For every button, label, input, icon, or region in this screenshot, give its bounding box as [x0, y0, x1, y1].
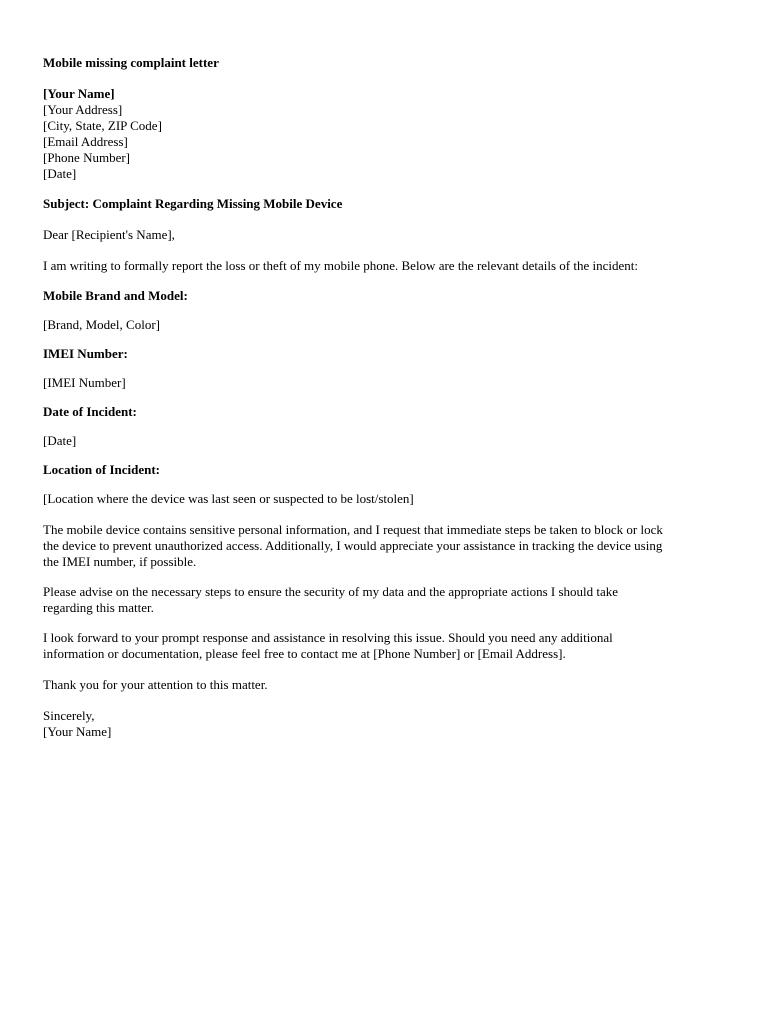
sender-address: [Your Address] — [43, 102, 123, 117]
detail-value-date: [Date] — [43, 433, 77, 448]
detail-label-imei: IMEI Number: — [43, 346, 128, 361]
paragraph-advise-line: regarding this matter. — [43, 600, 154, 615]
sender-email: [Email Address] — [43, 134, 128, 149]
paragraph-advise-line: Please advise on the necessary steps to ensure the security of my data and the appropriate actions I should take — [43, 584, 619, 599]
detail-value-location: [Location where the device was last seen or suspected to be lost/stolen] — [43, 491, 414, 506]
paragraph-followup-line: I look forward to your prompt response and assistance in resolving this issue. Should you need any additional — [43, 630, 613, 645]
detail-label-location: Location of Incident: — [43, 462, 160, 477]
subject-line: Subject: Complaint Regarding Missing Mobile Device — [43, 196, 343, 211]
signature-name: [Your Name] — [43, 724, 112, 739]
paragraph-security — [43, 522, 733, 570]
paragraph-security-line: the IMEI number, if possible. — [43, 554, 197, 569]
detail-label-date: Date of Incident: — [43, 404, 137, 419]
sender-block — [43, 86, 733, 182]
detail-value-imei: [IMEI Number] — [43, 375, 126, 390]
paragraph-followup — [43, 630, 733, 662]
thanks-line: Thank you for your attention to this matter. — [43, 677, 268, 692]
detail-label-brand-model: Mobile Brand and Model: — [43, 288, 188, 303]
paragraph-followup-line: information or documentation, please feel free to contact me at [Phone Number] or [Email Address]. — [43, 646, 566, 661]
paragraph-security-line: The mobile device contains sensitive personal information, and I request that immediate steps be taken to block or lock — [43, 522, 663, 537]
paragraph-advise — [43, 584, 733, 616]
incident-details — [43, 288, 733, 507]
closing-line: Sincerely, — [43, 708, 95, 723]
document-title: Mobile missing complaint letter — [43, 55, 219, 70]
detail-value-brand-model: [Brand, Model, Color] — [43, 317, 160, 332]
sender-name: [Your Name] — [43, 86, 115, 101]
letter-page — [43, 55, 733, 740]
intro-paragraph: I am writing to formally report the loss or theft of my mobile phone. Below are the relevant details of the incident: — [43, 258, 638, 273]
sender-city-state-zip: [City, State, ZIP Code] — [43, 118, 162, 133]
sender-date: [Date] — [43, 166, 77, 181]
sender-phone: [Phone Number] — [43, 150, 131, 165]
paragraph-security-line: the device to prevent unauthorized access. Additionally, I would appreciate your assistance in tracking the device using — [43, 538, 663, 553]
salutation: Dear [Recipient's Name], — [43, 227, 175, 242]
